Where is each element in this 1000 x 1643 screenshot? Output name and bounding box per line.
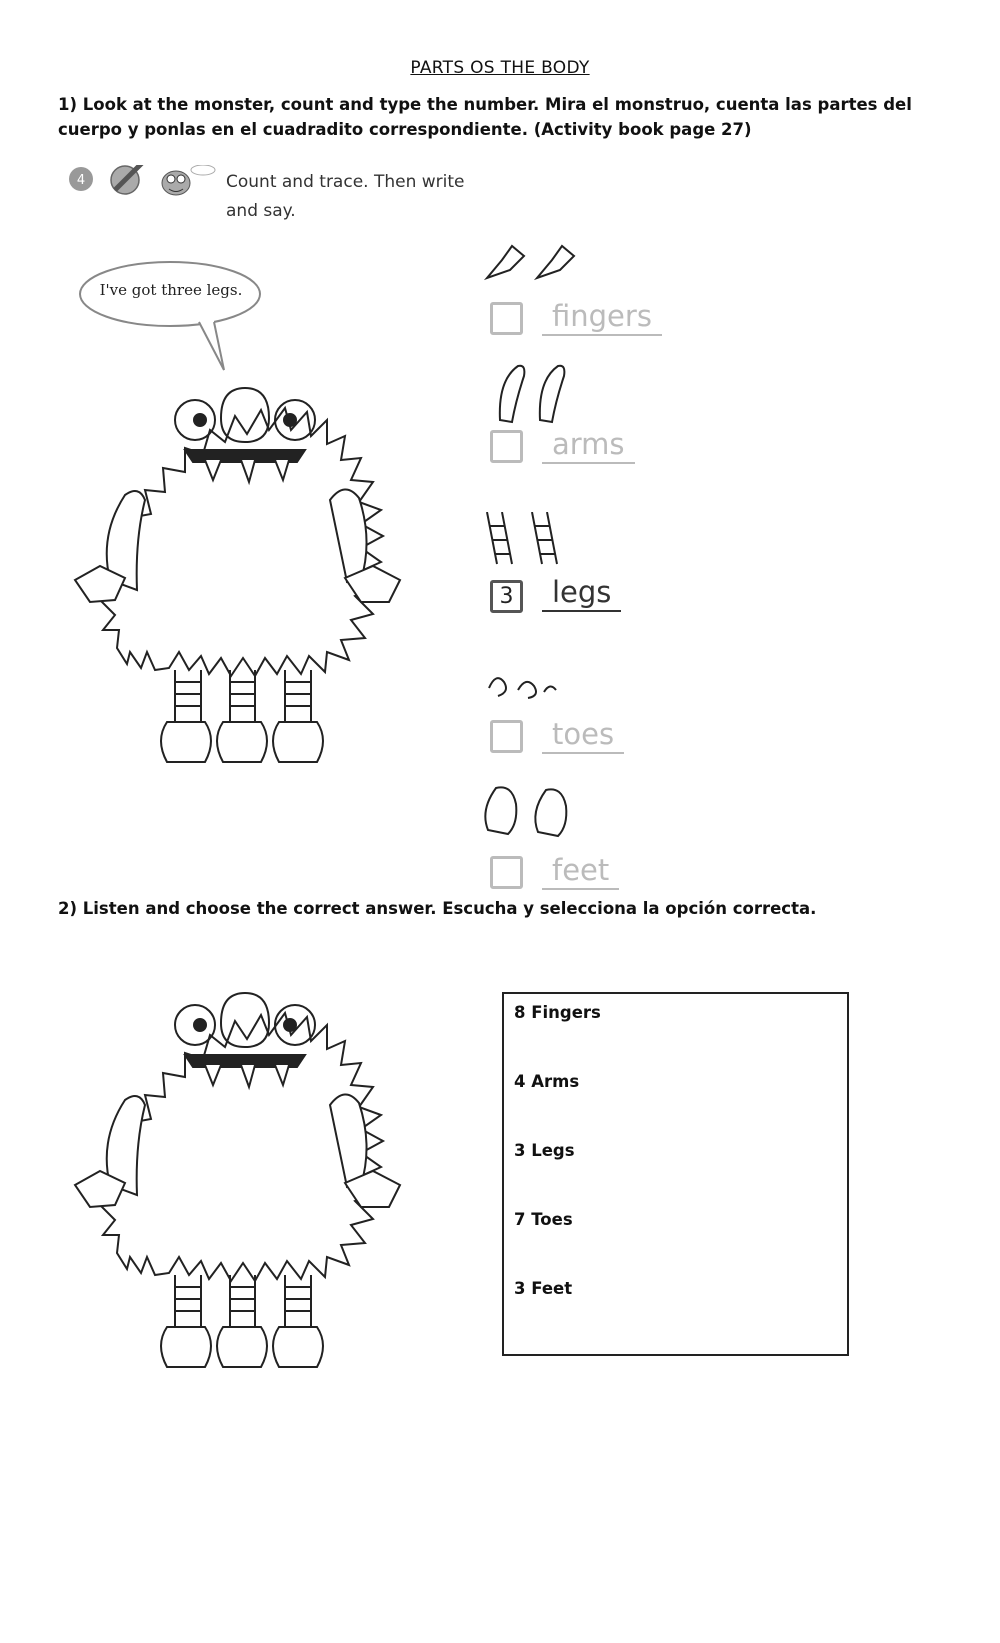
toes-icon bbox=[484, 668, 564, 708]
toes-count-value bbox=[490, 720, 523, 753]
activity-header-icons bbox=[68, 165, 218, 225]
legs-icon bbox=[482, 512, 592, 572]
arms-count-value bbox=[490, 430, 523, 463]
speech-bubble-text: I've got three legs. bbox=[99, 281, 243, 299]
activity-instruction: Count and trace. Then write and say. bbox=[226, 172, 465, 221]
activity-number: 4 bbox=[76, 173, 86, 188]
fingers-word: fingers bbox=[542, 298, 662, 336]
monster-illustration bbox=[55, 330, 445, 790]
page-title: PARTS OS THE BODY bbox=[410, 58, 590, 78]
arms-icon bbox=[490, 360, 600, 430]
feet-count-value bbox=[490, 856, 523, 889]
option-legs[interactable]: 3 Legs bbox=[514, 1141, 575, 1160]
legs-count-value: 3 bbox=[499, 584, 514, 609]
arms-word: arms bbox=[542, 426, 635, 464]
feet-icon bbox=[478, 780, 588, 842]
option-arms[interactable]: 4 Arms bbox=[514, 1072, 580, 1091]
legs-word: legs bbox=[542, 574, 621, 612]
toes-word: toes bbox=[542, 716, 624, 754]
answer-options-box bbox=[502, 992, 849, 1356]
fingers-icon bbox=[482, 238, 592, 288]
option-feet[interactable]: 3 Feet bbox=[514, 1279, 573, 1298]
feet-word: feet bbox=[542, 852, 619, 890]
question-2-instruction: 2) Listen and choose the correct answer. Escucha y selecciona la opción correcta. bbox=[58, 899, 817, 918]
option-toes[interactable]: 7 Toes bbox=[514, 1210, 573, 1229]
option-fingers[interactable]: 8 Fingers bbox=[514, 1003, 601, 1022]
mascot-icon bbox=[162, 165, 215, 195]
monster-illustration-2 bbox=[55, 935, 445, 1415]
question-1-instruction: 1) Look at the monster, count and type the number. Mira el monstruo, cuenta las partes del cuerpo y ponlas en el cuadradito correspondiente. (Activity book page 27) bbox=[58, 95, 912, 139]
pencil-icon bbox=[111, 165, 142, 194]
fingers-count-value bbox=[490, 302, 523, 335]
